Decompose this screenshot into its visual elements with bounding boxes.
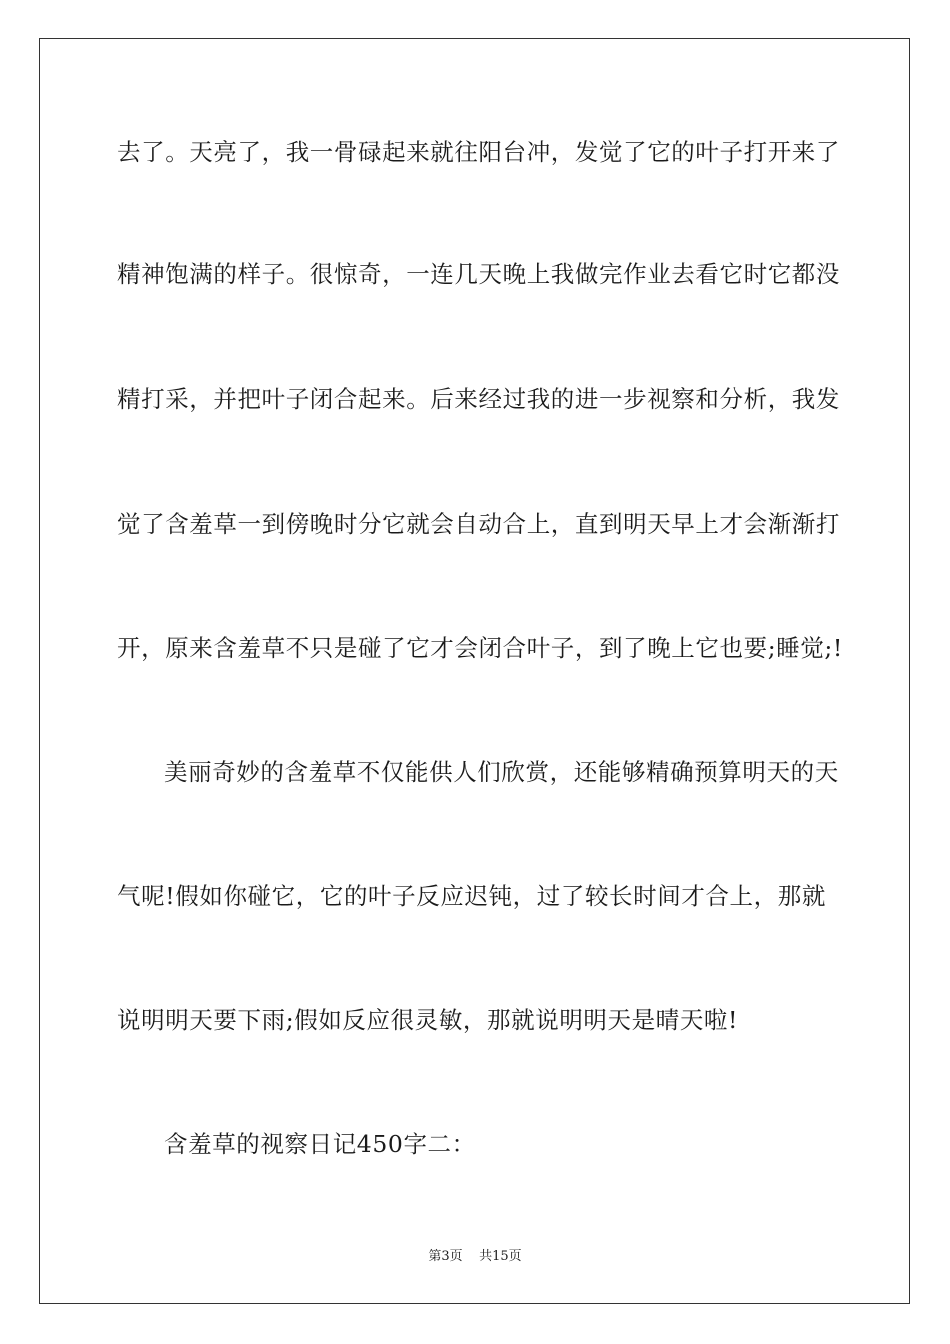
text-line-2: 精神饱满的样子。很惊奇，一连几天晚上我做完作业去看它时它都没 — [117, 260, 840, 288]
paragraph-start-line: 美丽奇妙的含羞草不仅能供人们欣赏，还能够精确预算明天的天 — [164, 758, 839, 786]
text-line-4: 觉了含羞草一到傍晚时分它就会自动合上，直到明天早上才会渐渐打 — [117, 510, 840, 538]
text-line-5: 开，原来含羞草不只是碰了它才会闭合叶子，到了晚上它也要;睡觉;! — [117, 634, 843, 662]
text-line-7: 气呢!假如你碰它，它的叶子反应迟钝，过了较长时间才合上，那就 — [117, 882, 826, 910]
page-frame — [39, 38, 910, 1304]
text-line-8: 说明明天要下雨;假如反应很灵敏，那就说明明天是晴天啦! — [117, 1006, 739, 1034]
text-line-1: 去了。天亮了，我一骨碌起来就往阳台冲，发觉了它的叶子打开来了 — [117, 138, 840, 166]
section-heading: 含羞草的视察日记450字二： — [164, 1130, 476, 1158]
text-line-3: 精打采，并把叶子闭合起来。后来经过我的进一步视察和分析，我发 — [117, 385, 840, 413]
page-number-footer: 第3页 共15页 — [428, 1249, 522, 1264]
